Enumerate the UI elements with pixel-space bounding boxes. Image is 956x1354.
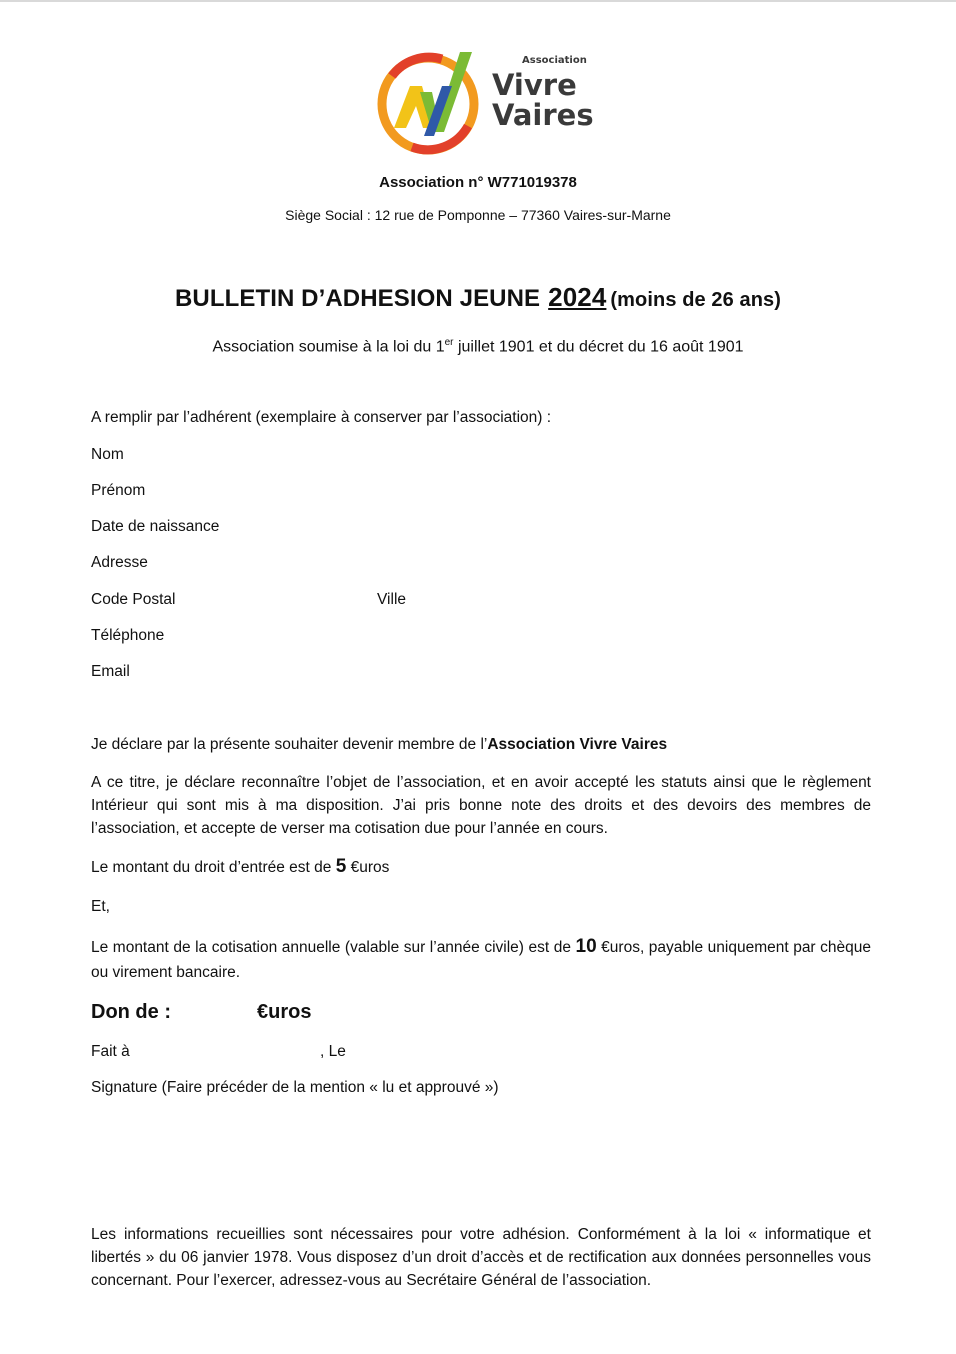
droit-entree-value: 5 — [335, 856, 347, 877]
declaration-association-name: Association Vivre Vaires — [487, 736, 668, 753]
droit-entree-line — [91, 856, 389, 878]
declaration-line — [91, 736, 667, 754]
cotisation-paragraph — [91, 934, 871, 985]
form-intro: A remplir par l’adhérent (exemplaire à conserver par l’association) : — [91, 409, 552, 426]
field-nom-label: Nom — [91, 446, 124, 463]
footer-rgpd-notice: Les informations recueillies sont nécessaires pour votre adhésion. Conformément à la loi « informatique et libertés » du 06 janvier 1978. Vous disposez d’un droit d’accès et de rectification aux données personnelles vous concernant. Pour l’exercer, adressez-vous au Secrétaire Général de l’association. — [91, 1226, 871, 1289]
cotisation-after: €uros, payable uniquement par chèque ou virement bancaire. — [91, 939, 871, 981]
field-ville-label: Ville — [377, 591, 407, 608]
siege-social: Siège Social : 12 rue de Pomponne – 77360 Vaires-sur-Marne — [285, 207, 671, 223]
title-sub: (moins de 26 ans) — [610, 289, 782, 311]
loi-reference — [0, 337, 956, 356]
declaration-text: Je déclare par la présente souhaiter devenir membre de l’ — [91, 736, 488, 753]
logo-emblem-icon — [372, 46, 492, 158]
date-label: , Le — [320, 1043, 346, 1060]
logo-line2: Vaires — [492, 98, 594, 132]
association-logo — [372, 46, 592, 158]
title-year: 2024 — [548, 282, 607, 312]
field-email-label: Email — [91, 663, 130, 680]
field-prenom-label: Prénom — [91, 482, 146, 499]
association-number: Association n° W771019378 — [379, 174, 577, 191]
field-telephone-label: Téléphone — [91, 627, 165, 644]
et-text: Et, — [91, 898, 110, 915]
page-title — [0, 282, 956, 313]
fait-a-label: Fait à — [91, 1043, 130, 1060]
field-naissance-label: Date de naissance — [91, 518, 220, 535]
droit-entree-text: Le montant du droit d’entrée est de — [91, 859, 336, 876]
logo-line1: Vivre — [492, 68, 577, 102]
logo-small-text: Association — [522, 55, 587, 66]
declaration-paragraph: A ce titre, je déclare reconnaître l’objet de l’association, et en avoir accepté les statuts ainsi que le règlement Intérieur qui sont mis à ma disposition. J’ai pris bonne note des droits et des devoirs des membres de l’association, et accepte de verser ma cotisation due pour l’année en cours. — [91, 774, 871, 837]
page-top-border — [0, 0, 956, 2]
droit-entree-unit: €uros — [346, 859, 390, 876]
cotisation-text: Le montant de la cotisation annuelle (valable sur l’année civile) est de — [91, 939, 576, 956]
don-unit: €uros — [257, 1001, 312, 1023]
field-adresse-label: Adresse — [91, 554, 148, 571]
title-main: BULLETIN D’ADHESION JEUNE — [174, 285, 541, 312]
loi-before: Association soumise à la loi du 1 — [212, 338, 445, 356]
signature-mention: Signature (Faire précéder de la mention « lu et approuvé ») — [91, 1079, 499, 1096]
loi-sup: er — [444, 337, 454, 348]
loi-after: juillet 1901 et du décret du 16 août 1901 — [453, 338, 744, 356]
don-label: Don de : — [91, 1001, 171, 1023]
field-code-postal-label: Code Postal — [91, 591, 176, 608]
cotisation-value: 10 — [575, 936, 597, 957]
